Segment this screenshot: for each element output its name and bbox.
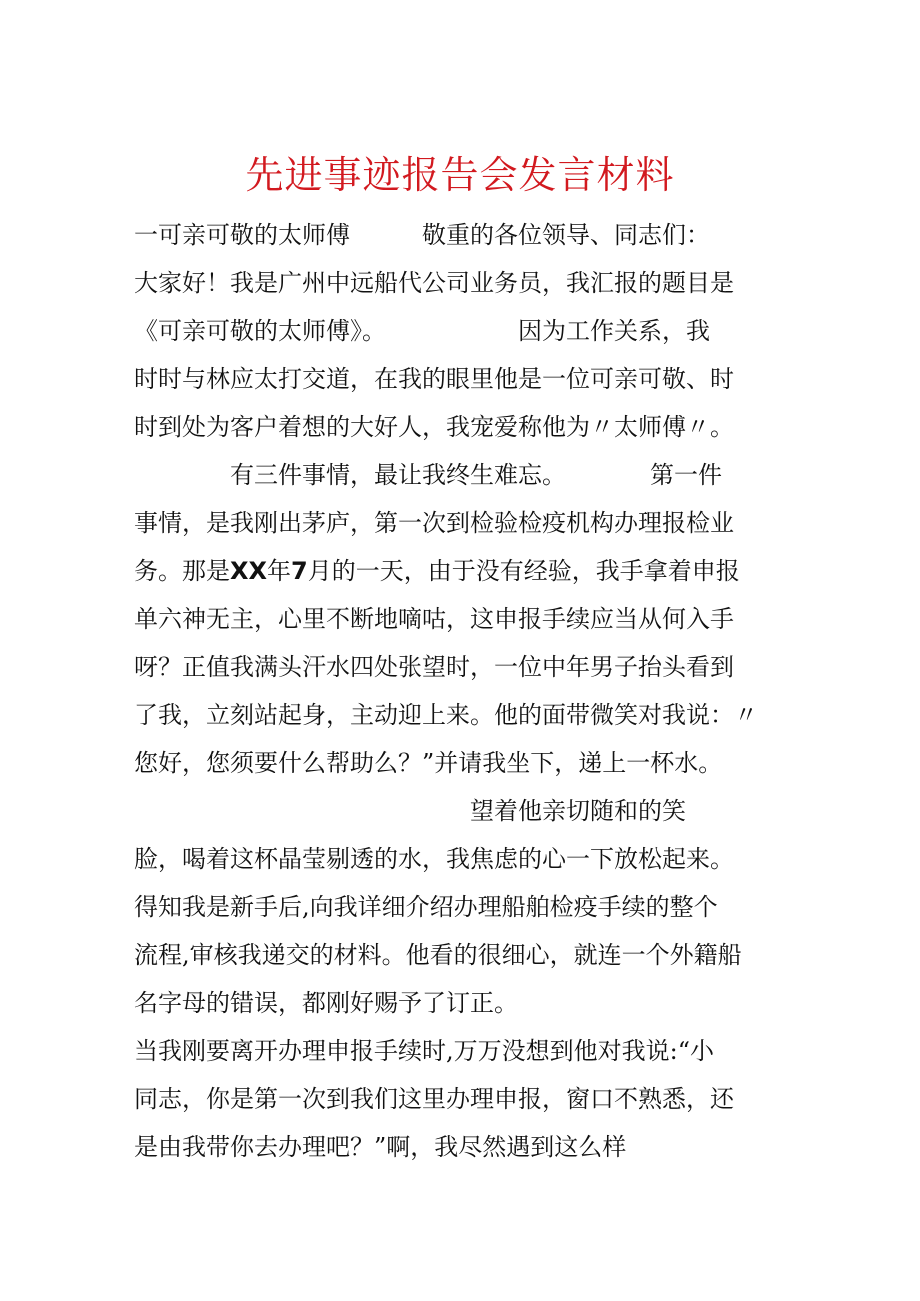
text-line: 望着他亲切随和的笑 (134, 797, 686, 825)
document-title: 先进事迹报告会发言材料 (245, 153, 675, 197)
text-line: 了我，立刻站起身，主动迎上来。他的面带微笑对我说：〃 (134, 701, 758, 729)
text-line: 脸，喝着这杯晶莹剔透的水，我焦虑的心一下放松起来。 (134, 845, 734, 873)
text-line: 同志，你是第一次到我们这里办理申报，窗口不熟悉，还 (134, 1085, 734, 1113)
text-segment: 月的一天，由于没有经验，我手拿着申报 (307, 557, 740, 585)
text-line: 您好，您须要什么帮助么？”并请我坐下，递上一杯水。 (134, 749, 723, 777)
text-line: 单六神无主，心里不断地嘀咕，这申报手续应当从何入手 (134, 605, 734, 633)
year-placeholder: XX (230, 557, 268, 585)
text-line: 流程,审核我递交的材料。他看的很细心，就连一个外籍船 (134, 941, 742, 969)
text-line: 《可亲可敬的太师傅》。 因为工作关系，我 (134, 317, 710, 345)
text-line: 一可亲可敬的太师傅 敬重的各位领导、同志们： (134, 221, 710, 249)
month-number: 7 (291, 557, 308, 585)
text-segment: 年 (267, 557, 292, 585)
text-line: 大家好！我是广州中远船代公司业务员，我汇报的题目是 (134, 269, 734, 297)
text-line: 名字母的错误，都刚好赐予了订正。 (134, 989, 518, 1017)
text-line: 事情，是我刚出茅庐，第一次到检验检疫机构办理报检业 (134, 509, 734, 537)
text-line: 呀？正值我满头汗水四处张望时，一位中年男子抬头看到 (134, 653, 734, 681)
text-line: 得知我是新手后,向我详细介绍办理船舶检疫手续的整个 (134, 893, 718, 921)
text-line: 时到处为客户着想的大好人，我宠爱称他为〃太师傅〃。 (134, 413, 734, 441)
text-line: 是由我带你去办理吧？”啊，我尽然遇到这么样 (134, 1133, 627, 1161)
text-line: 当我刚要离开办理申报手续时,万万没想到他对我说:“小 (134, 1037, 714, 1065)
text-line (134, 554, 740, 588)
text-line: 有三件事情，最让我终生难忘。 第一件 (134, 461, 722, 489)
text-line: 时时与林应太打交道，在我的眼里他是一位可亲可敬、时 (134, 365, 734, 393)
text-segment: 务。那是 (134, 557, 230, 585)
